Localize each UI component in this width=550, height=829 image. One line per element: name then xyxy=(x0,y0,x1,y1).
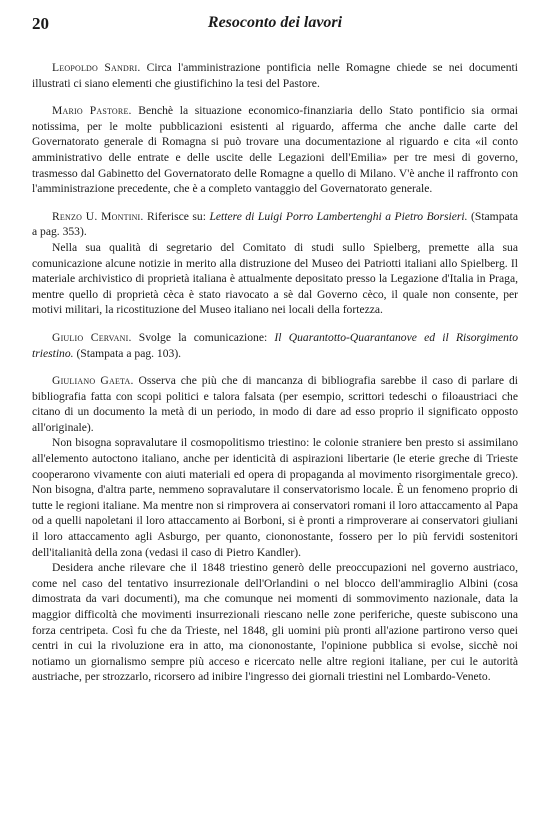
entry-reference: (Stampata a pag. 103). xyxy=(73,346,182,360)
page-header xyxy=(32,14,518,40)
running-title: Resoconto dei lavori xyxy=(207,14,343,31)
paragraph xyxy=(32,209,518,240)
entry-pastore xyxy=(32,103,518,197)
paragraph xyxy=(32,103,518,197)
entry-reference: (Stampata a pag. 353). xyxy=(32,209,519,239)
entry-text: Benchè la situazione economico-finanziaria dello Stato pontificio sia ormai notissima, per le molte pubblicazioni esistenti al riguardo, afferma che anche dalle carte del Governatorato generale di Romagna si può trovare una documentazione al riguardo e cita «il conto amministrativo delle entrate e delle uscite delle Legazioni dell'Emilia» per tre mesi di governo, trasmesso dal Gabinetto del Governatorato delle Romagne a quello di Milano. V'è anche il raffronto con l'amministrazione precedente, che è a completo vantaggio del Governatorato generale. xyxy=(32,104,518,196)
entry-intro: Svolge la comunicazione: xyxy=(131,330,275,344)
paragraph: Non bisogna sopravalutare il cosmopolitismo triestino: le colonie straniere ben presto si assimilano all'elemento autoctono italiano, anche per identicità di aspirazioni libertarie (le eterie greche di Trieste cooperarono vivamente con aiuti materiali ed opera di propaganda al movimento risorgimentale greco). Non bisogna, d'altra parte, nemmeno sopravalutare il conservatorismo locale. È un fenomeno proprio di tutte le regioni italiane. Ma mentre non si rimprovera ai conservatori romani il loro attaccamento al Papa od a quelli napoletani il loro attaccamento ai Borboni, si è pronti a rimproverare ai conservatori giuliani il loro attaccamento agli Asburgo, per quanto, ciononostante, fossero per lo più fervidi sostenitori dell'italianità della zona (vedasi il caso di Pietro Kandler). xyxy=(32,436,518,559)
paragraph xyxy=(32,330,518,361)
paragraph xyxy=(32,373,518,435)
paragraph: Nella sua qualità di segretario del Comitato di studi sullo Spielberg, premette alla sua comunicazione alcune notizie in merito alla distruzione del Museo dei Patriotti italiani allo Spielberg. Il materiale archivistico di proprietà italiana è attualmente depositato presso la Legazione d'Italia in Praga, mentre quello di proprietà cèca è stato riavocato a sè dal Governo cèco, il quale non consente, per motivi militari, la ricostituzione del Museo italiano nei locali della fortezza. xyxy=(32,240,518,317)
entry-text: Osserva che più che di mancanza di bibliografia sarebbe il caso di parlare di bibliografia fatta con scopi politici e talora falsata (per esempio, scrittori tedeschi o filoaustriaci che citano di un documento la metà di un periodo, in modo di dare ad esso proprio il significato opposto all'originale). xyxy=(32,374,518,434)
entry-text: Circa l'amministrazione pontificia nelle Romagne chiede se nei documenti illustrati ci siano elementi che giustifichino la tesi del Pastore. xyxy=(32,61,518,90)
author-name: Giuliano Gaeta. xyxy=(52,374,134,388)
work-title: Il Quarantotto-Quarantanove ed il Risorgimento triestino. xyxy=(32,330,518,360)
document-body xyxy=(32,60,518,685)
author-name: Mario Pastore. xyxy=(52,104,132,118)
entry-intro: Riferisce su: xyxy=(143,209,210,223)
work-title: Lettere di Luigi Porro Lambertenghi a Pietro Borsieri. xyxy=(209,209,468,223)
author-name: Renzo U. Montini. xyxy=(52,209,144,223)
entry-sandri xyxy=(32,60,518,91)
entry-cervani xyxy=(32,330,518,361)
paragraph xyxy=(32,60,518,91)
entry-gaeta xyxy=(32,373,518,685)
entry-montini xyxy=(32,209,518,318)
author-name: Giulio Cervani. xyxy=(52,330,132,344)
paragraph: Desidera anche rilevare che il 1848 triestino generò delle preoccupazioni nel governo austriaco, come nel caso del tentativo insurrezionale dell'Orlandini o nel blocco dell'ammiraglio Albini (cosa dimostrata da vari documenti), ma che comunque nei momenti di sommovimento nazionale, data la maggior difficoltà che movimenti insurrezionali riescano nelle zone periferiche, queste subiscono una forza centripeta. Così fu che da Trieste, nel 1848, gli uomini più pronti all'azione partirono verso quei centri in cui la rivoluzione era in atto, ma ciononostante, l'opinione pubblica si evolse, sicchè noi notiamo un giornalismo sempre più acceso e ricercato nelle altre regioni italiane, per cui le autorità austriache, per strozzarlo, ricorsero ad inibire l'ingresso dei giornali triestini nel Lombardo-Veneto. xyxy=(32,561,518,684)
author-name: Leopoldo Sandri. xyxy=(52,61,141,74)
page-number: 20 xyxy=(32,14,49,33)
